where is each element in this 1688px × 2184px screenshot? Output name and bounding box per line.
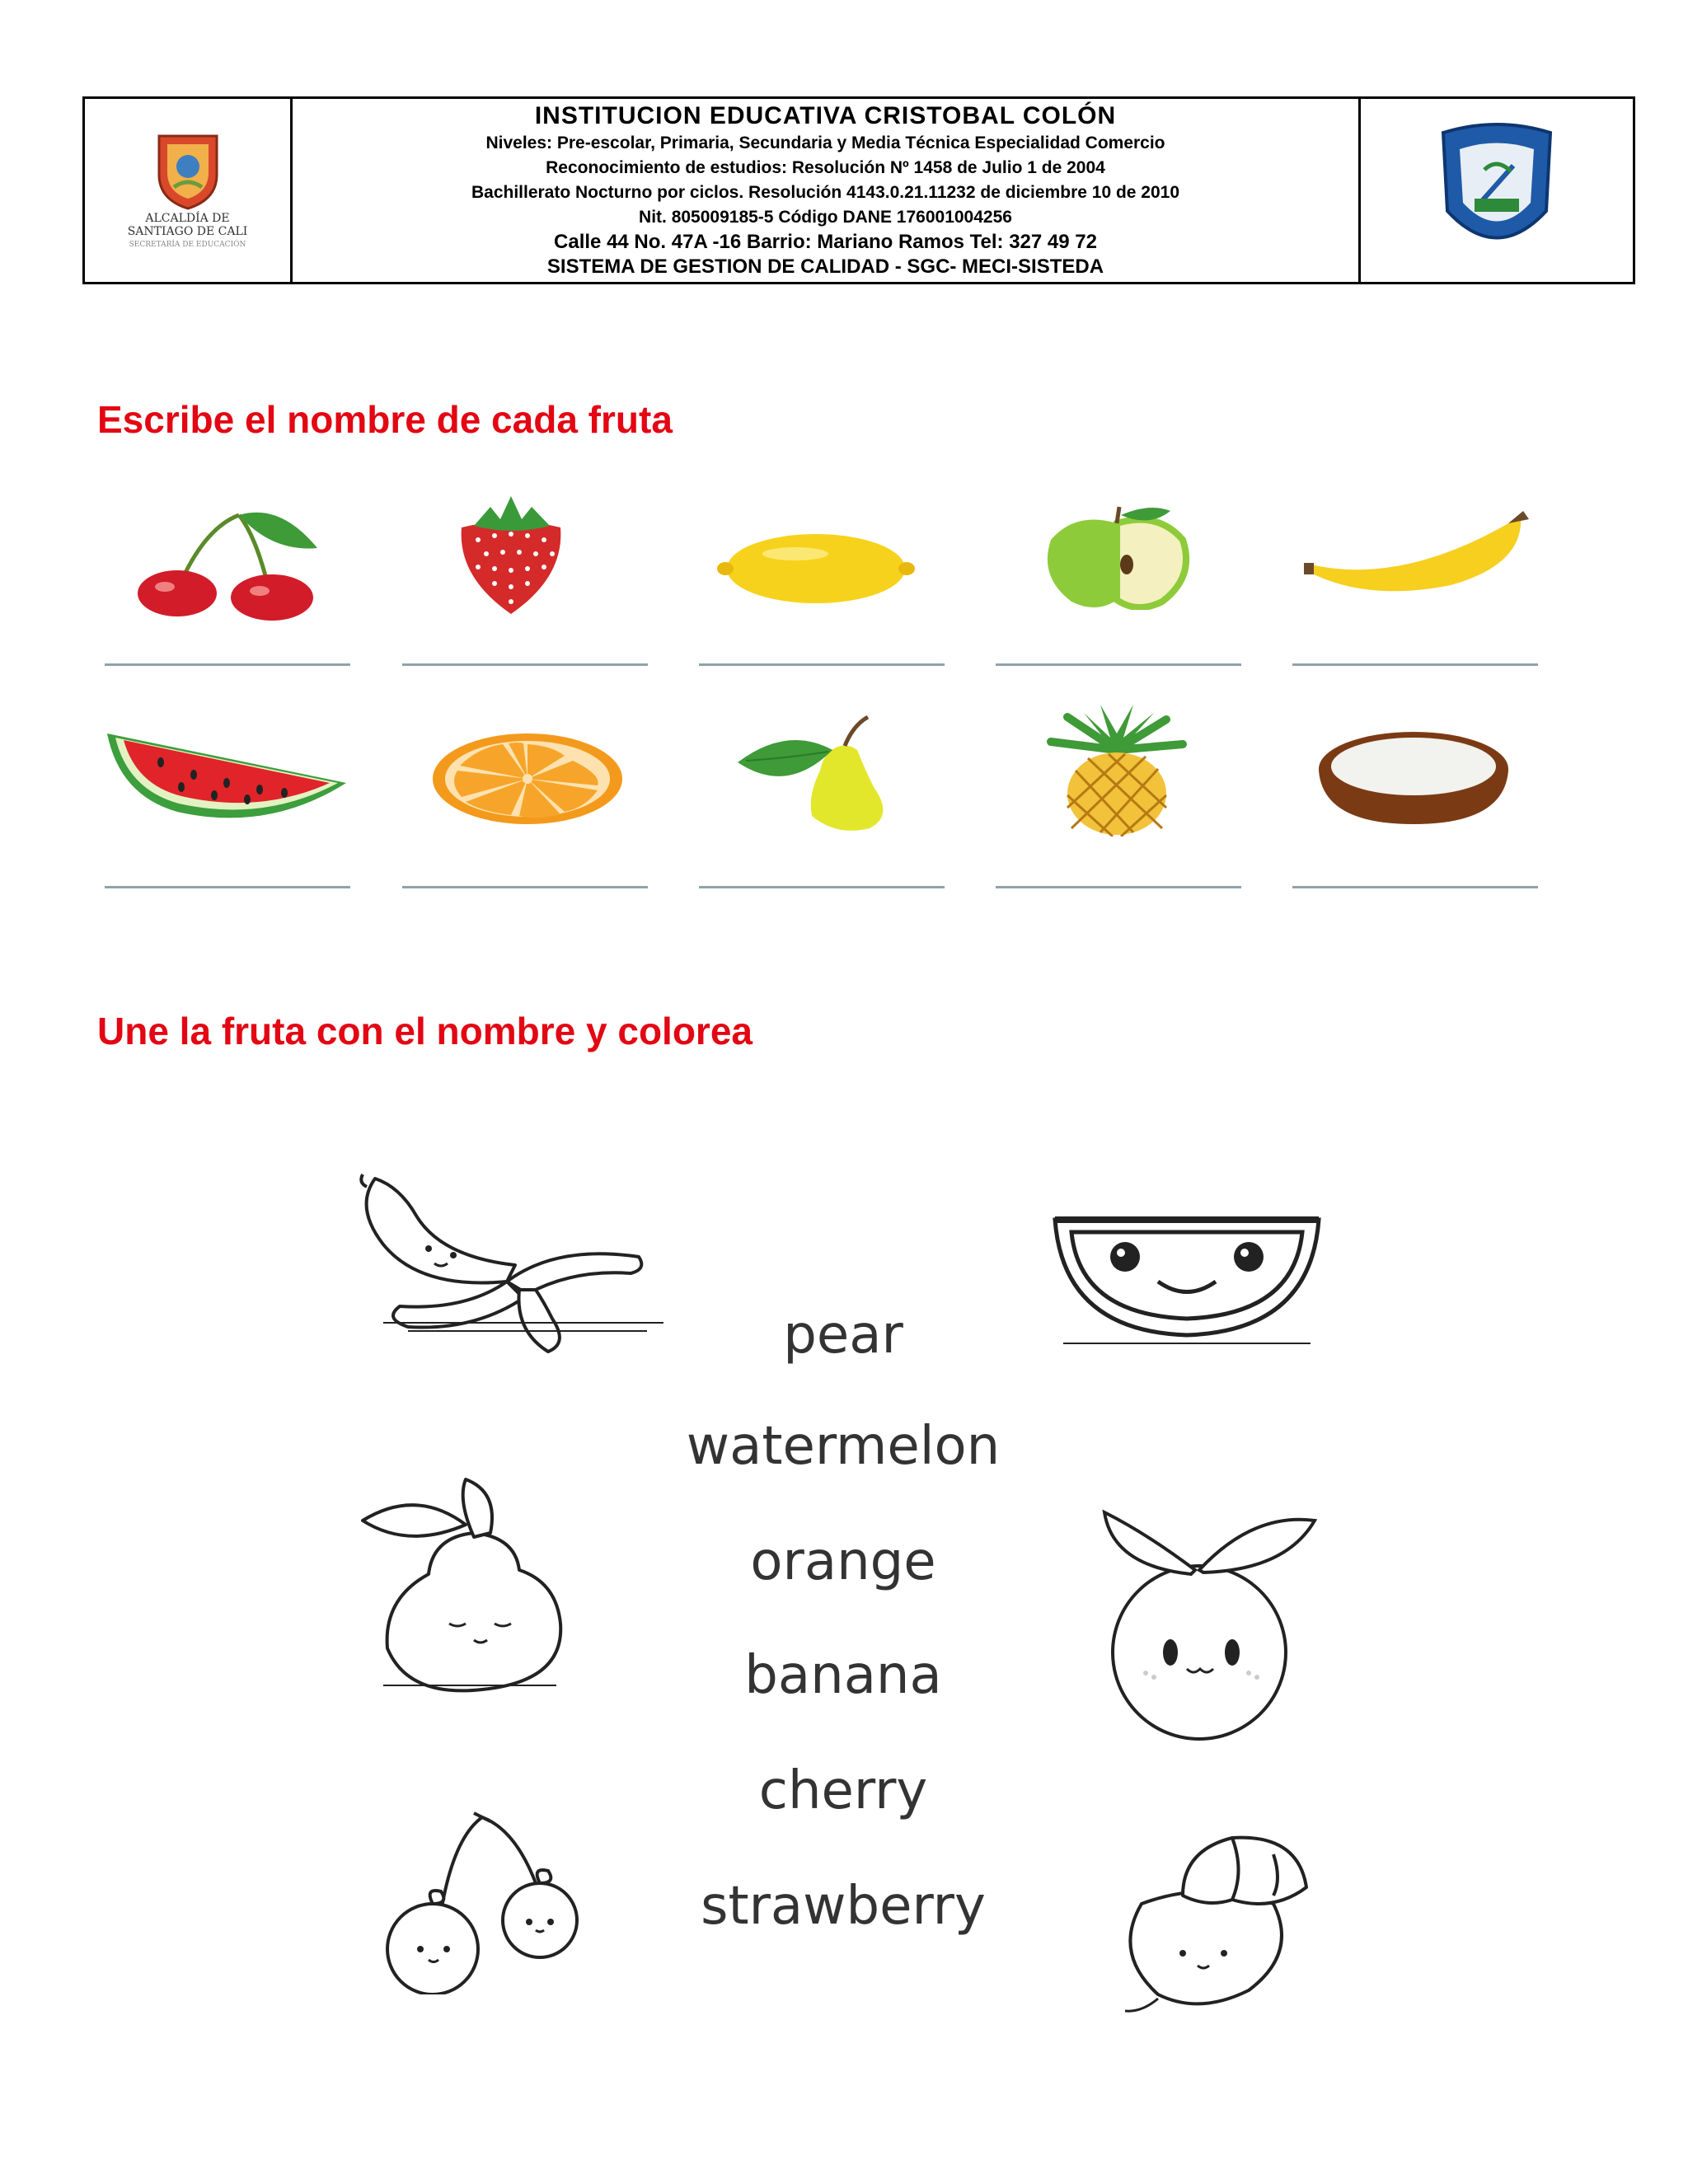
- pineapple-icon: [1034, 705, 1199, 837]
- header-line-levels: Niveles: Pre-escolar, Primaria, Secundaria y Media Técnica Especialidad Comercio: [485, 134, 1165, 152]
- school-shield-icon: [1435, 120, 1559, 260]
- header-text-cell: [293, 99, 1358, 282]
- banana-icon: [1302, 507, 1533, 598]
- header-line-recognition: Reconocimiento de estudios: Resolución Nº 1458 de Julio 1 de 2004: [546, 158, 1105, 177]
- word-pear: pear: [783, 1305, 903, 1366]
- word-cherry: cherry: [758, 1760, 928, 1821]
- logo-caption-line1: ALCALDÍA DE: [145, 212, 230, 225]
- word-orange: orange: [750, 1531, 936, 1592]
- section2-title: Une la fruta con el nombre y colorea: [97, 1010, 753, 1052]
- cali-coat-of-arms-icon: [151, 129, 225, 212]
- answer-line[interactable]: [105, 886, 350, 888]
- word-watermelon: watermelon: [686, 1416, 1001, 1477]
- orange-slice-icon: [429, 729, 626, 828]
- school-logo-cell: [1358, 99, 1633, 282]
- header-quality-system: SISTEMA DE GESTION DE CALIDAD - SGC- MECI-SISTEDA: [546, 255, 1104, 278]
- pear-icon: [729, 713, 919, 837]
- city-logo-cell: [85, 99, 293, 282]
- logo-caption-line3: SECRETARÍA DE EDUCACIÓN: [129, 241, 246, 249]
- answer-line[interactable]: [402, 663, 648, 666]
- cherry-outline-icon[interactable]: [371, 1805, 610, 1994]
- answer-line[interactable]: [105, 663, 350, 666]
- answer-line[interactable]: [699, 886, 945, 888]
- answer-line[interactable]: [996, 663, 1241, 666]
- coconut-icon: [1315, 729, 1512, 828]
- pear-outline-icon[interactable]: [359, 1475, 581, 1706]
- header-line-nit: Nit. 805009185-5 Código DANE 176001004256: [639, 208, 1012, 227]
- answer-line[interactable]: [699, 663, 945, 666]
- apple-icon: [1034, 503, 1199, 610]
- answer-line[interactable]: [1292, 663, 1538, 666]
- watermelon-slice-icon: [103, 717, 350, 824]
- strawberry-icon: [449, 494, 573, 618]
- header-address: Calle 44 No. 47A -16 Barrio: Mariano Ramos Tel: 327 49 72: [554, 231, 1097, 253]
- strawberry-outline-icon[interactable]: [1109, 1830, 1323, 2019]
- word-banana: banana: [744, 1645, 942, 1706]
- orange-outline-icon[interactable]: [1096, 1508, 1327, 1747]
- banana-outline-icon[interactable]: [350, 1166, 672, 1356]
- header-line-night-school: Bachillerato Nocturno por ciclos. Resolución 4143.0.21.11232 de diciembre 10 de 2010: [471, 183, 1180, 202]
- lemon-icon: [717, 527, 915, 610]
- answer-line[interactable]: [402, 886, 648, 888]
- word-strawberry: strawberry: [701, 1876, 986, 1937]
- document-header: [82, 96, 1635, 284]
- cherry-icon: [132, 503, 330, 626]
- section1-title: Escribe el nombre de cada fruta: [97, 398, 673, 441]
- watermelon-outline-icon[interactable]: [1047, 1207, 1327, 1347]
- answer-line[interactable]: [996, 886, 1241, 888]
- logo-caption-line2: SANTIAGO DE CALI: [127, 225, 248, 238]
- institution-name: INSTITUCION EDUCATIVA CRISTOBAL COLÓN: [534, 102, 1117, 129]
- answer-line[interactable]: [1292, 886, 1538, 888]
